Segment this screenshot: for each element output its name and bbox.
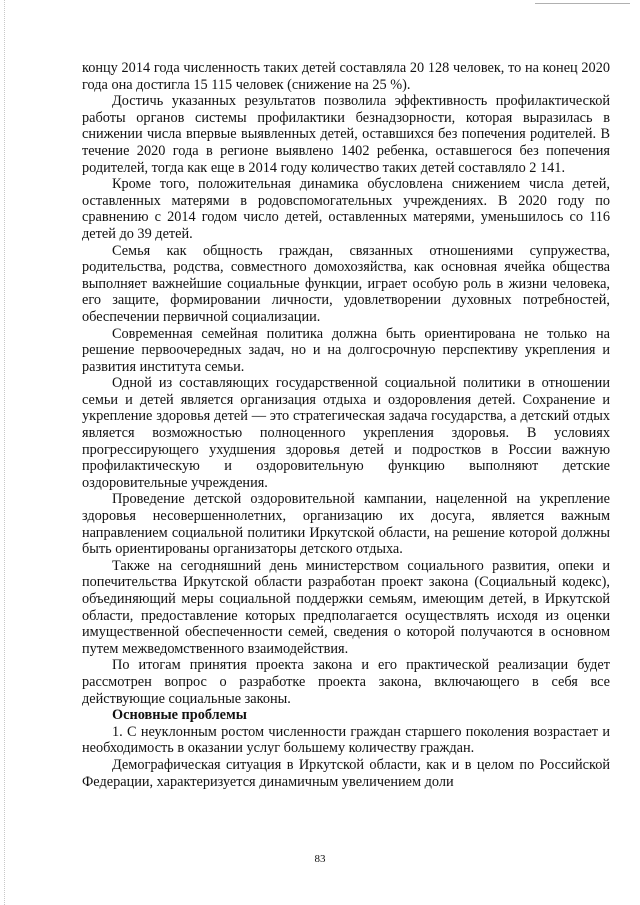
document-body bbox=[82, 60, 610, 790]
section-heading: Основные проблемы bbox=[112, 707, 247, 724]
paragraph: Проведение детской оздоровительной кампании, нацеленной на укрепление здоровья несовершеннолетних, организацию их досуга, является важным направлением социальной политики Иркутской области, на решение которой должны быть ориентированы организаторы детского отдыха. bbox=[82, 491, 610, 558]
page-number: 83 bbox=[314, 853, 326, 865]
paragraph: Кроме того, положительная динамика обусловлена снижением числа детей, оставленных матерями в родовспомогательных учреждениях. В 2020 году по сравнению с 2014 годом число детей, оставленных матерями, уменьшилось со 116 детей до 39 детей. bbox=[82, 176, 610, 242]
paragraph: Демографическая ситуация в Иркутской области, как и в целом по Российской Федерации, характеризуется динамичным увеличением доли bbox=[82, 756, 610, 790]
paragraph: Современная семейная политика должна быть ориентирована не только на решение первоочередных задач, но и на долгосрочную перспективу укрепления и развития института семьи. bbox=[82, 325, 610, 375]
paragraph: По итогам принятия проекта закона и его практической реализации будет рассмотрен вопрос о разработке проекта закона, включающего в себя все действующие социальные законы. bbox=[82, 657, 610, 707]
paragraph: концу 2014 года численность таких детей составляла 20 128 человек, то на конец 2020 года она достигла 15 115 человек (снижение на 25 %). bbox=[82, 60, 610, 93]
paragraph: Одной из составляющих государственной социальной политики в отношении семьи и детей является организация отдыха и оздоровления детей. Сохранение и укрепление здоровья детей — это стратегическая задача государства, а детский отдых является возможностью полноценного укрепления здоровья. В условиях прогрессирующего ухудшения здоровья детей и подростков в России важную профилактическую и оздоровительную функцию выполняют детские оздоровительные учреждения. bbox=[82, 375, 610, 491]
paragraph: Достичь указанных результатов позволила эффективность профилактической работы органов системы профилактики безнадзорности, которая выразилась в снижении числа впервые выявленных детей, оставшихся без попечения родителей. В течение 2020 года в регионе выявлено 1402 ребенка, оставшегося без попечения родителей, тогда как еще в 2014 году количество таких детей составляло 2 141. bbox=[82, 93, 610, 176]
paragraph: Семья как общность граждан, связанных отношениями супружества, родительства, родства, совместного домохозяйства, как основная ячейка общества выполняет важнейшие социальные функции, играет особую роль в жизни человека, его защите, формировании личности, удовлетворении духовных потребностей, обеспечении первичной социализации. bbox=[82, 242, 610, 325]
scan-edge-marks bbox=[4, 0, 6, 905]
paragraph: Также на сегодняшний день министерством социального развития, опеки и попечительства Иркутской области разработан проект закона (Социальный кодекс), объединяющий меры социальной поддержки семьям, имеющим детей, в Иркутской области, предоставление которых предполагается осуществлять исходя из оценки имущественной обеспеченности семей, сведения о которой получаются в основном путем межведомственного взаимодействия. bbox=[82, 557, 610, 657]
paragraph: 1. С неуклонным ростом численности граждан старшего поколения возрастает и необходимость в оказании услуг большему количеству граждан. bbox=[82, 723, 610, 757]
scan-top-line bbox=[535, 3, 630, 4]
